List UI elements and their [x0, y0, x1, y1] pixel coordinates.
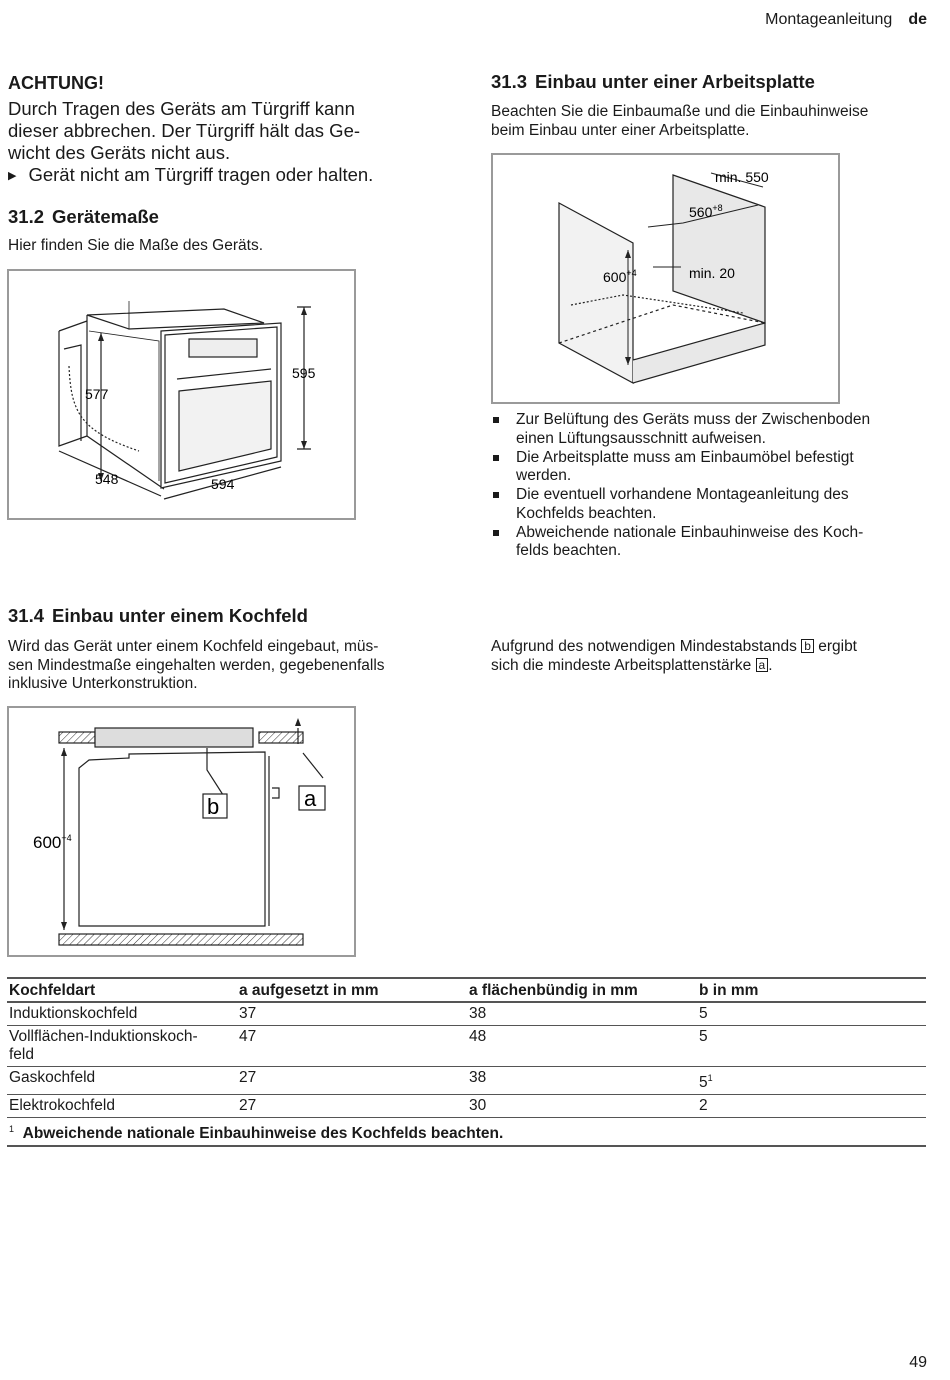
cell-b: 5: [697, 1026, 926, 1067]
column-header: b in mm: [697, 978, 926, 1002]
bullet-item: Abweichende nationale Einbauhinweise des Koch- felds beachten.: [491, 524, 931, 561]
footnote-mark: 1: [9, 1124, 15, 1135]
table-footnote-row: [7, 1118, 926, 1147]
warning-action-text: Gerät nicht am Türgriff tragen oder halten.: [28, 164, 374, 185]
column-header: Kochfeldart: [7, 978, 237, 1002]
triangle-icon: ▶: [8, 170, 17, 182]
warning-text: [8, 98, 448, 187]
table-footnote: [7, 1118, 926, 1147]
cell-a-aufgesetzt: 37: [237, 1002, 467, 1026]
dim-600-label: $600^{+4}$: [33, 833, 72, 852]
header-lang: de: [908, 11, 927, 28]
header-title: Montageanleitung: [765, 11, 893, 28]
cell-type: Elektrokochfeld: [7, 1095, 237, 1118]
section-number: 31.3: [491, 71, 528, 92]
hob-table: [7, 977, 926, 1147]
countertop-installation-figure: [491, 153, 840, 404]
section-31-3-text: [491, 103, 868, 140]
text-line: sich die mindeste Arbeitsplattenstärke a .: [491, 656, 773, 674]
dim-548-label: 548: [95, 471, 119, 487]
cell-b: 5: [697, 1002, 926, 1026]
section-title: Gerätemaße: [52, 206, 159, 227]
warning-heading: ACHTUNG!: [8, 73, 104, 93]
table-row: [7, 1067, 926, 1095]
text-line: sen Mindestmaße eingehalten werden, gegebenenfalls: [8, 656, 385, 674]
cell-a-aufgesetzt: 27: [237, 1067, 467, 1095]
cell-a-flaechenbuendig: 38: [467, 1067, 697, 1095]
section-title: Einbau unter einem Kochfeld: [52, 605, 308, 626]
cell-a-aufgesetzt: 47: [237, 1026, 467, 1067]
section-31-4-right-text: [491, 638, 931, 675]
warning-line: wicht des Geräts nicht aus.: [8, 142, 231, 163]
device-dimensions-figure: [7, 269, 356, 520]
text-line: Beachten Sie die Einbaumaße und die Einbauhinweise: [491, 103, 869, 120]
cell-b: $5^1$: [697, 1067, 926, 1095]
warning-block: [8, 73, 448, 187]
column-header: a flächenbündig in mm: [467, 978, 697, 1002]
table-header-row: [7, 978, 926, 1002]
cell-a-flaechenbuendig: 30: [467, 1095, 697, 1118]
text-line: Aufgrund des notwendigen Mindestabstands b ergibt: [491, 638, 857, 655]
dim-595-label: 595: [292, 365, 316, 381]
cell-b: 2: [697, 1095, 926, 1118]
section-31-3-heading: [491, 71, 815, 93]
page-header: [765, 11, 927, 29]
cell-a-aufgesetzt: 27: [237, 1095, 467, 1118]
label-a-box: a: [756, 658, 769, 672]
section-31-2-text: Hier finden Sie die Maße des Geräts.: [8, 237, 264, 254]
warning-action: [8, 164, 448, 187]
dim-600-label: $600^{+4}$: [603, 268, 637, 285]
warning-line: Durch Tragen des Geräts am Türgriff kann: [8, 98, 355, 119]
section-number: 31.4: [8, 605, 45, 626]
column-header: a aufgesetzt in mm: [237, 978, 467, 1002]
page-number: 49: [909, 1354, 927, 1371]
cell-type: Vollflächen-Induktionskoch- feld: [7, 1026, 237, 1067]
label-b-box: b: [801, 639, 814, 653]
oven-drawing: [9, 271, 354, 518]
warning-line: dieser abbrechen. Der Türgriff hält das Ge-: [8, 120, 361, 141]
table-row: [7, 1095, 926, 1118]
dim-min550-label: min. 550: [715, 169, 769, 185]
footnote-text: Abweichende nationale Einbauhinweise des Kochfelds beachten.: [22, 1125, 504, 1143]
label-b: b: [207, 794, 220, 819]
text-line: inklusive Unterkonstruktion.: [8, 675, 198, 692]
label-a: a: [304, 786, 317, 811]
table-row: [7, 1026, 926, 1067]
dim-594-label: 594: [211, 476, 235, 492]
cell-a-flaechenbuendig: 38: [467, 1002, 697, 1026]
section-31-4-heading: [8, 605, 308, 627]
dim-min20-label: min. 20: [689, 265, 735, 281]
hob-table-wrap: [7, 977, 926, 1147]
section-title: Einbau unter einer Arbeitsplatte: [535, 71, 815, 92]
dim-577-label: 577: [85, 386, 109, 402]
cell-type: Gaskochfeld: [7, 1067, 237, 1095]
section-31-3-bullets: [491, 411, 931, 561]
text-line: beim Einbau unter einer Arbeitsplatte.: [491, 121, 750, 139]
cell-a-flaechenbuendig: 48: [467, 1026, 697, 1067]
section-number: 31.2: [8, 206, 45, 227]
footnote-ref: 1: [707, 1073, 713, 1083]
bullet-item: Die eventuell vorhandene Montageanleitung des Kochfelds beachten.: [491, 486, 931, 523]
cabinet-drawing: [493, 155, 838, 402]
section-31-4-text: [8, 638, 448, 694]
bullet-item: Zur Belüftung des Geräts muss der Zwischenboden einen Lüftungsausschnitt aufweisen.: [491, 411, 931, 448]
bullet-item: Die Arbeitsplatte muss am Einbaumöbel befestigt werden.: [491, 449, 931, 486]
section-31-2-heading: [8, 206, 159, 228]
hob-installation-figure: [7, 706, 356, 957]
text-line: Wird das Gerät unter einem Kochfeld eingebaut, müs-: [8, 638, 379, 655]
table-row: [7, 1002, 926, 1026]
cell-type: Induktionskochfeld: [7, 1002, 237, 1026]
dim-560-label: $560^{+8}$: [689, 203, 723, 220]
hob-section-drawing: [9, 708, 354, 955]
